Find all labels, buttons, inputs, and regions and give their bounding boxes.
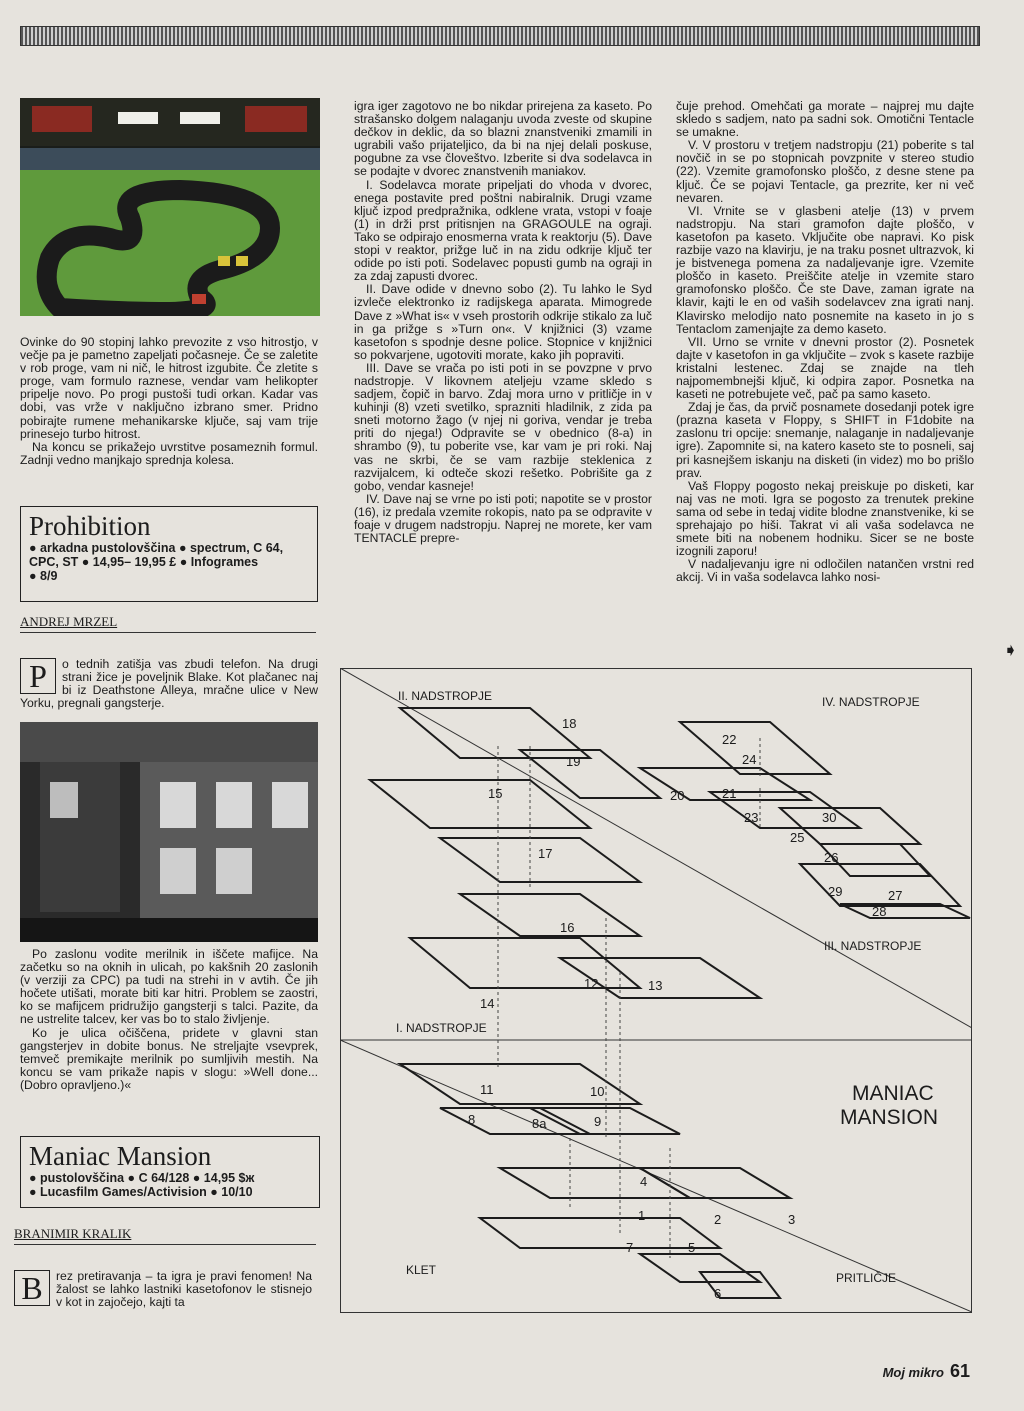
page-footer [883, 1361, 970, 1382]
game-meta: ● arkadna pustolovščina ● spectrum, C 64, [29, 541, 284, 555]
room-number: 10 [590, 1084, 605, 1099]
article-paragraph: VI. Vrnite se v glasbeni atelje (13) v prvem nadstropju. Na stari gramofon dajte ploščo, v kasetofon pa kaseto. Vključite obe napravi. Ko pisk razbije vazo na klavirju, je na traku posnet ultrazvok, ki je bistvenega pomena za nadaljevanje igre. Vzemite ploščo in kaseto. Preiščite atelje in vzemite staro gramofonsko ploščo. Če ste Dave, zaman igrate na klavir, kajti le en od vaših sodelavcev zna igrati nanj. Klavirsko melodijo nato posnemite na kaseto in jo s Tentaclom zamenjajte za demo kaseto. [676, 203, 974, 336]
article-column-middle [354, 100, 652, 545]
maniac-intro [14, 1270, 312, 1309]
room-number: 6 [714, 1286, 722, 1301]
author-name: ANDREJ MRZEL [20, 614, 118, 629]
room-number: 5 [688, 1240, 696, 1255]
room-number: 27 [888, 888, 903, 903]
racing-caption [20, 336, 318, 467]
drop-cap: P [20, 658, 56, 694]
room-number: 3 [788, 1212, 796, 1227]
divider [20, 632, 316, 633]
mansion-map-diagram [340, 668, 972, 1318]
floor-label: PRITLIČJE [836, 1271, 897, 1285]
article-paragraph: igra iger zagotovo ne bo nikdar prirejena za kaseto. Po strašansko dolgem nalaganju uvoda zveste od skupine dečkov in deklic, da so blazni znanstveniki zmamili in ugrabili vašo prijateljico, da bi na njej delali poskuse, pogubne za vse človeštvo. Izberite si dva sodelavca in se podajte v dvorec znanstvenih maniakov. [354, 99, 652, 179]
floor-label: II. NADSTROPJE [398, 689, 493, 703]
room-number: 24 [742, 752, 757, 767]
article-column-right [676, 100, 974, 584]
game-title: Prohibition [29, 511, 151, 541]
room-number: 17 [538, 846, 553, 861]
room-number: 16 [560, 920, 575, 935]
room-number: 13 [648, 978, 663, 993]
room-number: 29 [828, 884, 843, 899]
article-paragraph: Vaš Floppy pogosto nekaj preiskuje po disketi, kar naj vas ne moti. Igra se pogosto za trenutek prekine sama od sebe in tedaj vidite blodne znanstvenike, ki se sprehajajo po hiši. Takrat vi ali vaša sodelavca ne smete biti na nobenem hodniku. Sicer se ne boste izognili zaporu! [676, 478, 974, 559]
floor-label: III. NADSTROPJE [824, 939, 922, 953]
article-paragraph: II. Dave odide v dnevno sobo (2). Tu lahko le Syd izvleče elektronko iz radijskega aparata. Mimogrede Dave z »What is« v vseh prostorih odkrije stikalo za luč in ga prižge s »Turn on«. V knjižnici (3) vzame kasetofon s spodnje desne police. Stopnice v knjižnici so pokvarjene, ugotoviti morate, kako jih popraviti. [354, 282, 652, 362]
room-number: 15 [488, 786, 503, 801]
game-title: Maniac Mansion [29, 1141, 212, 1171]
header-stripe [20, 26, 980, 46]
floor-label: I. NADSTROPJE [396, 1021, 487, 1035]
review-box-prohibition [20, 506, 318, 602]
room-number: 8 [468, 1112, 476, 1127]
room-number: 18 [562, 716, 577, 731]
caption-paragraph: Po zaslonu vodite merilnik in iščete mafijce. Na začetku so na oknih in ulicah, po kakšnih 20 zaslonih (v verziji za CPC) pa tudi na strehi in v avtih. Če jih hočete utišati, morate biti kar hitri. Problem se zaostri, ko se mafijcem pridružijo gangsterji s talci. Pazite, da ne ustrelite talcev, ker vas bo to stalo življenje. [20, 947, 318, 1027]
floor-label: IV. NADSTROPJE [822, 695, 920, 709]
review-box-maniac-mansion [20, 1136, 320, 1208]
gangster-street-screenshot [20, 722, 318, 942]
room-number: 19 [566, 754, 581, 769]
divider [14, 1244, 316, 1245]
room-number: 1 [638, 1208, 646, 1223]
room-number: 2 [714, 1212, 722, 1227]
magazine-name: Moj mikro [882, 1365, 944, 1380]
room-number: 21 [722, 786, 737, 801]
room-number: 8a [532, 1116, 547, 1131]
caption-paragraph: Ovinke do 90 stopinj lahko prevozite z vso hitrostjo, v večje pa je pametno zapeljati počasneje. Če se zaletite v rob proge, vam ni nič, le hitrost izgubite. Če zletite s proge, vam formulo raznese, vendar vam helikopter pripelje novo. Po progi pustoši tudi orkan. Kadar vas dobi, vas vrže v naključno izbrano smer. Pridno pobirajte rumene mehanikarske ključe, saj vam trije prinesejo turbo hitrost. [20, 335, 318, 441]
article-paragraph: Zdaj je čas, da prvič posnamete dosedanji potek igre (prazna kaseta v Floppy, s SHIFT in F1dobite na zaslonu tri opcije: snemanje, nalaganje in nadaljevanje igre). Zapomnite si, na katero kaseto ste to posneli, saj pri kasnejšem iskanju na disketi (in videz) mo bo prišlo prav. [676, 400, 974, 480]
drop-cap: B [14, 1270, 50, 1306]
game-meta: ● pustolovščina ● C 64/128 ● 14,95 $ж [29, 1171, 255, 1185]
prohibition-caption [20, 948, 318, 1092]
room-number: 12 [584, 976, 599, 991]
diagram-title: MANSION [840, 1106, 939, 1129]
game-meta: ● 8/9 [29, 569, 58, 583]
room-number: 25 [790, 830, 805, 845]
article-paragraph: V. V prostoru v tretjem nadstropju (21) poberite s tal novčič in se po stopnicah povzpnite v stereo studio (22). Vzemite gramofonsko ploščo, z desne stene pa ključ. Če se pojavi Tentacle, ga prezrite, ker ni več nevaren. [676, 138, 974, 205]
room-number: 11 [480, 1082, 494, 1097]
room-number: 22 [722, 732, 737, 747]
article-paragraph: I. Sodelavca morate pripeljati do vhoda v dvorec, enega postavite pred poštni nabiralnik. Drugi vzame ključ izpod predpražnika, odklene vrata, vstopi v foaje (1) in drži prst pritisnjen na GRAGOULE na ograji. Tako se odpirajo enosmerna vrata k reaktorju (5). Dave stopi v reaktor, prižge luč in na zidu odkrije ključ ter odide po isti poti. Sodelavec popusti gumb na ograji in za zdaj zapusti dvorec. [354, 177, 652, 284]
article-paragraph: IV. Dave naj se vrne po isti poti; napotite se v prostor (16), iz predala vzemite rokopis, nato pa se odpravite v foaje v drugem nadstropju. Naprej ne morete, ker vam TENTACLE prepre- [354, 491, 652, 546]
game-meta: CPC, ST ● 14,95– 19,95 £ ● Infogrames [29, 555, 259, 569]
intro-text: o tednih zatišja vas zbudi telefon. Na drugi strani žice je poveljnik Blake. Kot plačanec naj bi iz Deathstone Alleya, mračne ulice v New Yorku, pregnali gangsterje. [20, 657, 318, 711]
continue-arrow-icon: ➧ [1003, 640, 1019, 660]
room-number: 30 [822, 810, 837, 825]
author-name: BRANIMIR KRALIK [14, 1226, 132, 1241]
game-meta: ● Lucasfilm Games/Activision ● 10/10 [29, 1185, 253, 1199]
article-paragraph: čuje prehod. Omehčati ga morate – najprej mu dajte skledo s sadjem, nato pa sadni sok. Omotični Tentacle se umakne. [676, 99, 974, 140]
diagram-title: MANIAC [852, 1082, 934, 1105]
room-number: 20 [670, 788, 685, 803]
room-number: 9 [594, 1114, 602, 1129]
caption-paragraph: Na koncu se prikažejo uvrstitve posameznih formul. Zadnji vedno manjkajo sprednja kolesa. [20, 439, 318, 467]
racing-game-screenshot [20, 98, 320, 316]
page-number: 61 [949, 1361, 970, 1381]
room-number: 26 [824, 850, 839, 865]
article-paragraph: III. Dave se vrača po isti poti in se povzpne v prvo nadstropje. V likovnem ateljeju vzame skledo s sadjem, čopič in barvo. Zdaj mora urno v pritličje in v kuhinji (8) vzeti svetilko, sprazniti hladilnik, z zida pa sneti motorno žago (v njej ni goriva, vendar je treba priti do njega!) Odpravite se v obednico (8-a) in shrambo (9), tu poberite vse, kar vam je pri roki. Naj vas ne skrbi, če se vam razbije steklenica z razvijalcem, ki odteče skozi rešetko. Pobrišite ga z gobo, vendar kasneje! [354, 360, 652, 493]
room-number: 4 [640, 1174, 648, 1189]
room-number: 7 [626, 1240, 634, 1255]
intro-text: rez pretiravanja – ta igra je pravi fenomen! Na žalost se lahko lastniki kasetofonov le stisnejo v kot in zajočejo, kajti ta [56, 1269, 312, 1310]
floor-label: KLET [406, 1263, 437, 1277]
room-number: 28 [872, 904, 887, 919]
article-paragraph: V nadaljevanju igre ni odločilen natančen vrstni red akcij. Vi in vaša sodelavca lahko nosi- [676, 557, 974, 585]
prohibition-intro [20, 658, 318, 710]
room-number: 23 [744, 810, 759, 825]
article-paragraph: VII. Urno se vrnite v dnevni prostor (2). Posnetek dajte v kasetofon in ga vključite – zvok s kasete razbije kristalni lestenec. Zdaj se znajde na tleh najpomembnejši ključ, ki odpira zapor. Posnetka na kaseti ne potrebujete več, pač pa samo kaseto. [676, 334, 974, 402]
room-number: 14 [480, 996, 495, 1011]
caption-paragraph: Ko je ulica očiščena, pridete v glavni stan gangsterjev in dobite bonus. Ne streljajte vsevprek, temveč premikajte merilnik po sumljivih mestih. Na koncu se vam prikaže napis v slogu: »Well done...(Dobro opravljeno.)« [20, 1025, 318, 1092]
